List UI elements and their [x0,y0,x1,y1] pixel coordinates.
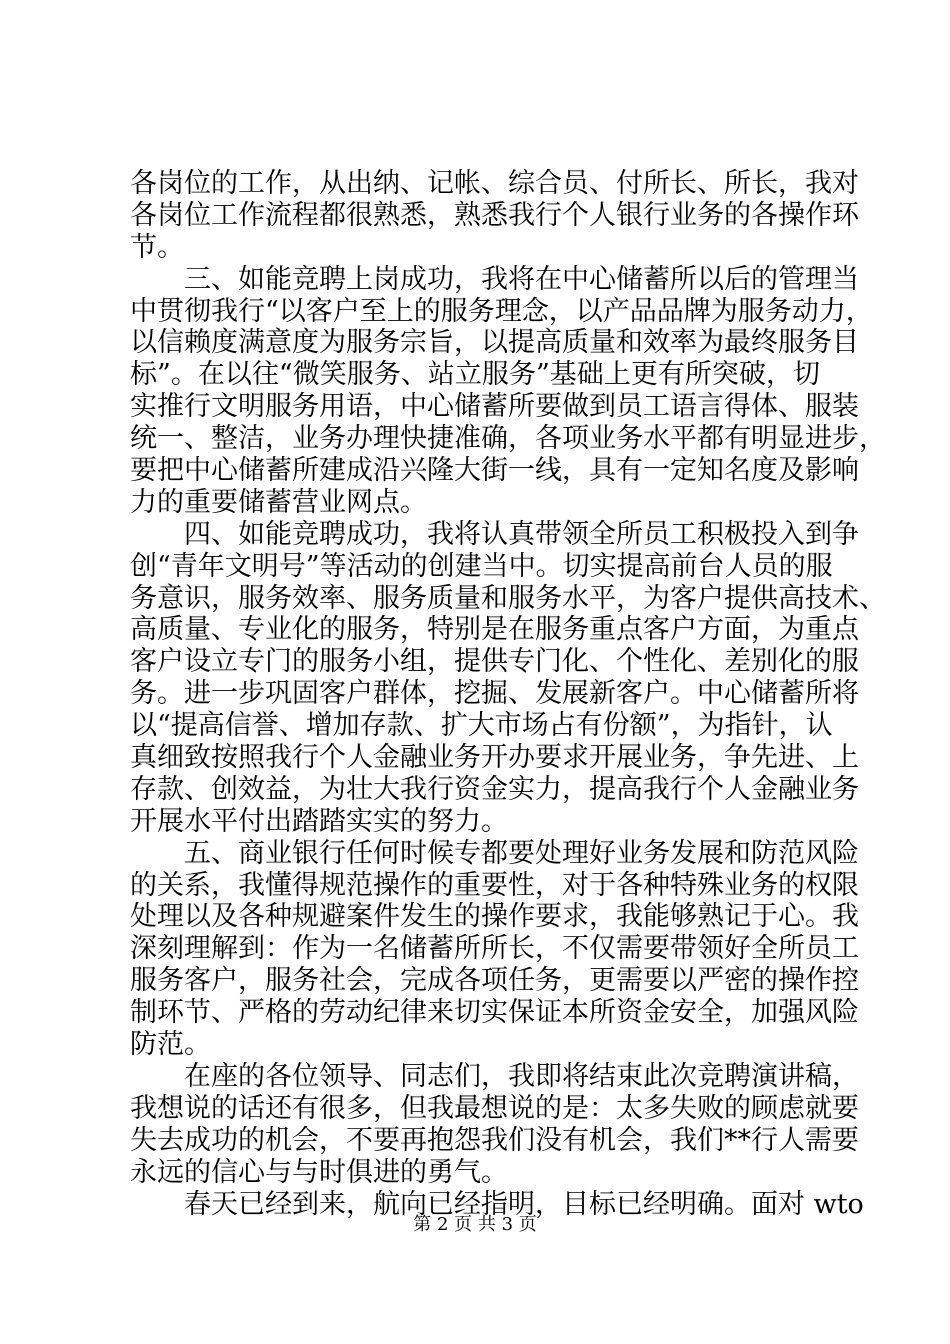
text-line: 深刻理解到：作为一名储蓄所所长，不仅需要带领好全所员工 [130,933,859,965]
text-line: 服务客户，服务社会，完成各项任务，更需要以严密的操作控 [130,965,859,997]
text-line: 三、如能竞聘上岗成功，我将在中心储蓄所以后的管理当 [184,263,859,295]
text-line: 我想说的话还有很多，但我最想说的是：太多失败的顾虑就要 [130,1092,859,1124]
text-line: 四、如能竞聘成功，我将认真带领全所员工积极投入到争 [184,518,859,550]
text-line: 开展水平付出踏踏实实的努力。 [130,805,508,837]
text-line: 要把中心储蓄所建成沿兴隆大街一线，具有一定知名度及影响 [130,455,859,487]
text-line: 统一、整洁，业务办理快捷准确，各项业务水平都有明显进步， [130,423,886,455]
text-line: 的关系，我懂得规范操作的重要性，对于各种特殊业务的权限 [130,869,859,901]
text-line: 春天已经到来，航向已经指明，目标已经明确。面对 wto [184,1188,864,1220]
text-line: 制环节、严格的劳动纪律来切实保证本所资金安全，加强风险 [130,997,859,1029]
text-line: 创“青年文明号”等活动的创建当中。切实提高前台人员的服 [130,550,833,582]
text-line: 客户设立专门的服务小组，提供专门化、个性化、差别化的服 [130,646,859,678]
document-body [130,168,886,1220]
text-line: 实推行文明服务用语，中心储蓄所要做到员工语言得体、服装 [130,391,859,423]
text-line: 处理以及各种规避案件发生的操作要求，我能够熟记于心。我 [130,901,859,933]
text-line: 以“提高信誉、增加存款、扩大市场占有份额”，为指针，认 [130,710,833,742]
text-line: 存款、创效益，为壮大我行资金实力，提高我行个人金融业务 [130,773,859,805]
text-line: 中贯彻我行“以客户至上的服务理念，以产品品牌为服务动力， [130,295,873,327]
text-line: 真细致按照我行个人金融业务开办要求开展业务，争先进、上 [130,742,859,774]
text-line: 务意识，服务效率、服务质量和服务水平，为客户提供高技术、 [130,582,886,614]
text-line: 以信赖度满意度为服务宗旨，以提高质量和效率为最终服务目 [130,327,859,359]
text-line: 防范。 [130,1029,211,1061]
text-line: 永远的信心与与时俱进的勇气。 [130,1156,508,1188]
text-line: 务。进一步巩固客户群体，挖掘、发展新客户。中心储蓄所将 [130,678,859,710]
text-line: 各岗位工作流程都很熟悉，熟悉我行个人银行业务的各操作环 [130,199,859,231]
text-line: 节。 [130,231,184,263]
text-line: 失去成功的机会，不要再抱怨我们没有机会，我们**行人需要 [130,1124,859,1156]
text-line: 标”。在以往“微笑服务、站立服务”基础上更有所突破，切 [130,359,820,391]
text-line: 各岗位的工作，从出纳、记帐、综合员、付所长、所长，我对 [130,168,859,199]
text-line: 五、商业银行任何时候专都要处理好业务发展和防范风险 [184,837,859,869]
text-line: 高质量、专业化的服务，特别是在服务重点客户方面，为重点 [130,614,859,646]
text-line: 在座的各位领导、同志们，我即将结束此次竞聘演讲稿， [184,1060,859,1092]
text-line: 力的重要储蓄营业网点。 [130,486,427,518]
page-number-footer: 第 2 页 共 3 页 [413,1214,537,1235]
